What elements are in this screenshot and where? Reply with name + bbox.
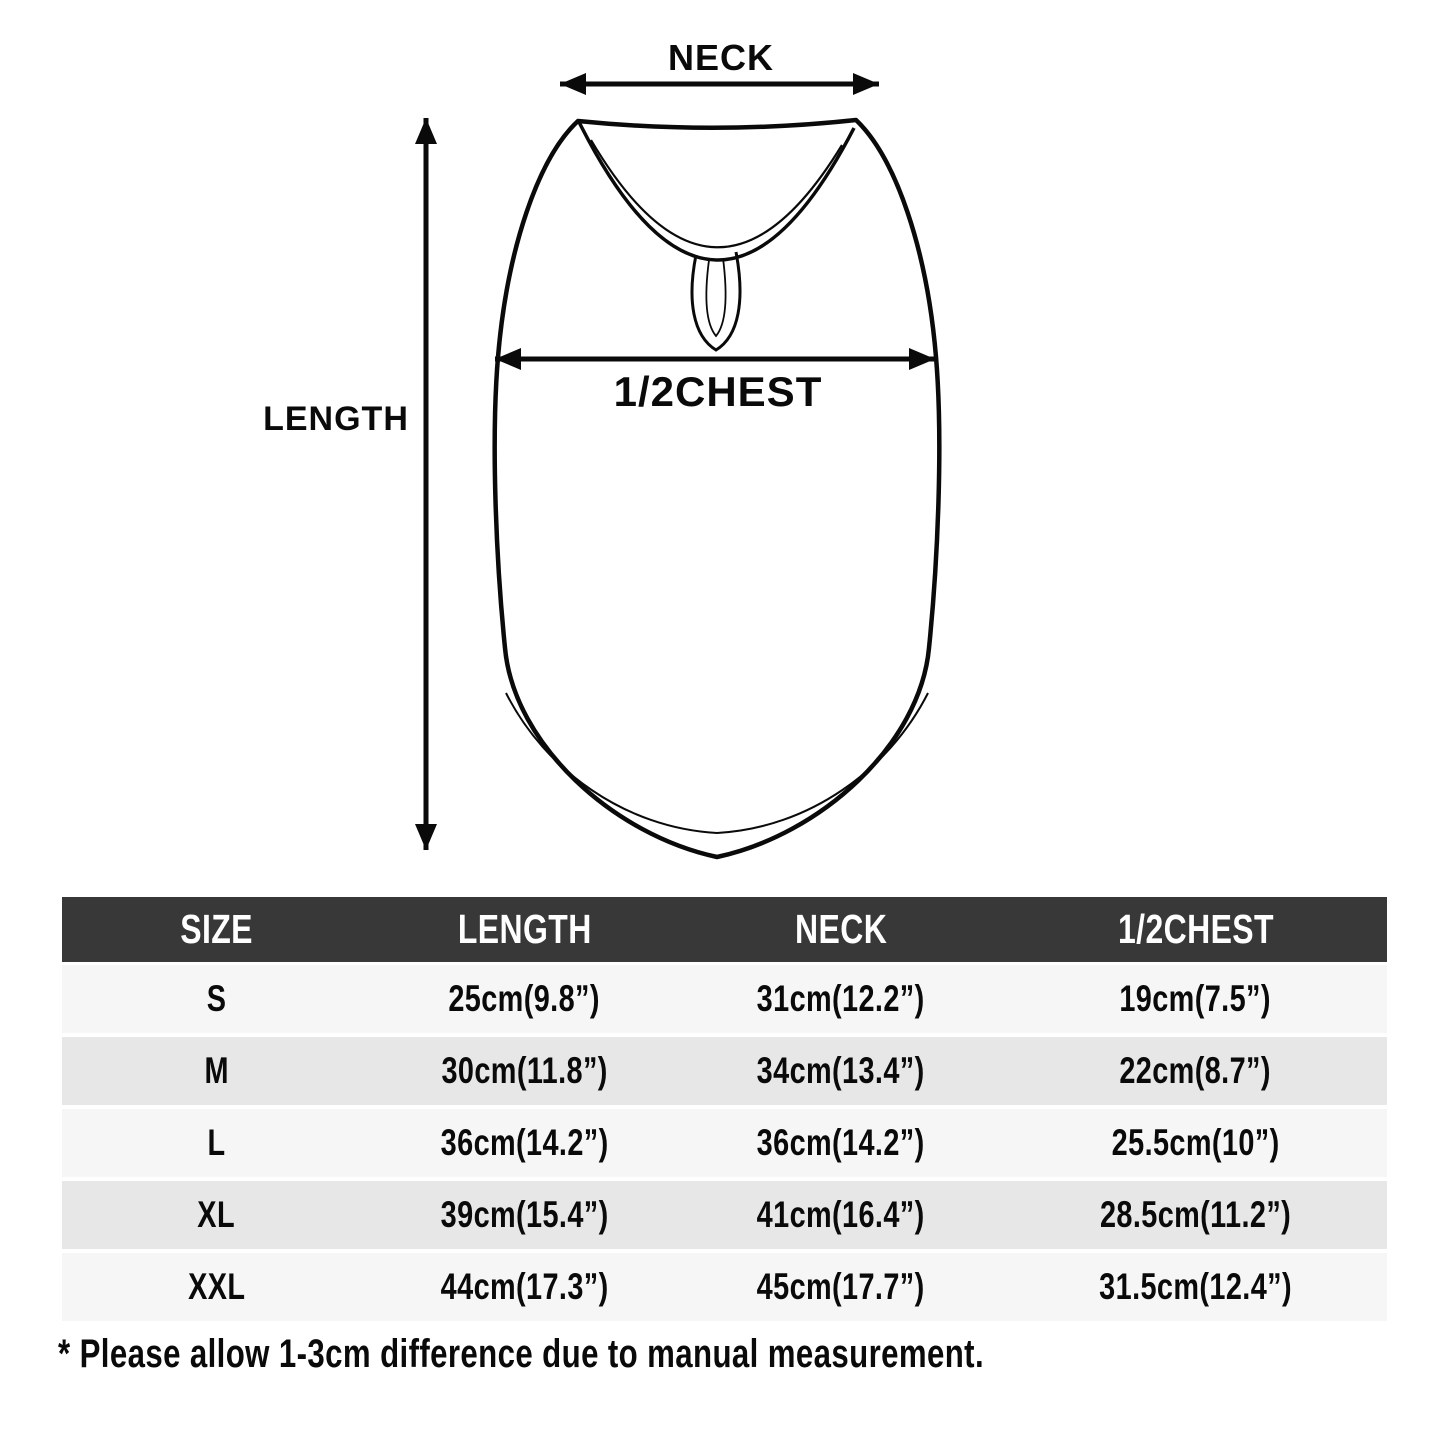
size-value: XXL: [187, 1266, 246, 1307]
header-size-label: SIZE: [180, 906, 253, 952]
table-row-s: [62, 964, 1387, 1036]
neck-value: 31cm(12.2”): [757, 978, 926, 1019]
cell-neck: [678, 1251, 1004, 1321]
header-length: [371, 897, 678, 964]
garment-body-outline: [495, 120, 940, 857]
header-neck: [678, 897, 1004, 964]
length-label: LENGTH: [263, 400, 409, 438]
header-size: [62, 897, 371, 964]
neck-value: 41cm(16.4”): [757, 1194, 926, 1235]
cell-half-chest: [1004, 1179, 1387, 1251]
cell-neck: [678, 964, 1004, 1036]
cell-neck: [678, 1179, 1004, 1251]
cell-neck: [678, 1107, 1004, 1179]
half-chest-value: 19cm(7.5”): [1119, 978, 1272, 1019]
garment-hem-line: [506, 693, 928, 833]
neck-value: 36cm(14.2”): [757, 1122, 926, 1163]
neck-label: NECK: [667, 37, 775, 78]
length-value: 25cm(9.8”): [448, 978, 601, 1019]
half-chest-value: 31.5cm(12.4”): [1099, 1266, 1292, 1307]
size-value: L: [207, 1122, 226, 1163]
cell-size: [62, 964, 371, 1036]
length-value: 44cm(17.3”): [440, 1266, 609, 1307]
half-chest-value: 25.5cm(10”): [1111, 1122, 1280, 1163]
measurement-footnote-text: * Please allow 1-3cm difference due to manual measurement.: [58, 1332, 985, 1376]
header-half-chest: [1004, 897, 1387, 964]
cell-length: [371, 964, 678, 1036]
neck-value: 45cm(17.7”): [757, 1266, 926, 1307]
cell-size: [62, 1035, 371, 1107]
cell-length: [371, 1251, 678, 1321]
cell-length: [371, 1107, 678, 1179]
cell-half-chest: [1004, 1035, 1387, 1107]
cell-length: [371, 1179, 678, 1251]
keyhole-tab-inner: [706, 258, 725, 336]
table-row-m: [62, 1035, 1387, 1107]
cell-size: [62, 1179, 371, 1251]
table-row-xxl: [62, 1251, 1387, 1321]
size-value: XL: [197, 1194, 236, 1235]
cell-size: [62, 1251, 371, 1321]
cell-neck: [678, 1035, 1004, 1107]
cell-half-chest: [1004, 964, 1387, 1036]
length-value: 36cm(14.2”): [440, 1122, 609, 1163]
cell-half-chest: [1004, 1107, 1387, 1179]
half-chest-label: 1/2CHEST: [613, 368, 823, 415]
size-value: M: [204, 1050, 229, 1091]
half-chest-value: 22cm(8.7”): [1119, 1050, 1272, 1091]
header-length-label: LENGTH: [457, 906, 592, 952]
cell-half-chest: [1004, 1251, 1387, 1321]
neck-value: 34cm(13.4”): [757, 1050, 926, 1091]
length-value: 39cm(15.4”): [440, 1194, 609, 1235]
table-row-l: [62, 1107, 1387, 1179]
size-table-header: [62, 897, 1387, 964]
size-value: S: [206, 978, 227, 1019]
size-table: [62, 897, 1387, 1321]
cell-length: [371, 1035, 678, 1107]
measurement-footnote: [58, 1332, 1245, 1377]
cell-size: [62, 1107, 371, 1179]
length-value: 30cm(11.8”): [441, 1050, 608, 1091]
header-neck-label: NECK: [794, 906, 888, 952]
collar-inner-line: [591, 140, 842, 247]
header-row: [62, 897, 1387, 964]
header-half-chest-label: 1/2CHEST: [1117, 906, 1274, 952]
half-chest-value: 28.5cm(11.2”): [1099, 1194, 1292, 1235]
table-row-xl: [62, 1179, 1387, 1251]
collar-outer-line: [579, 122, 854, 260]
